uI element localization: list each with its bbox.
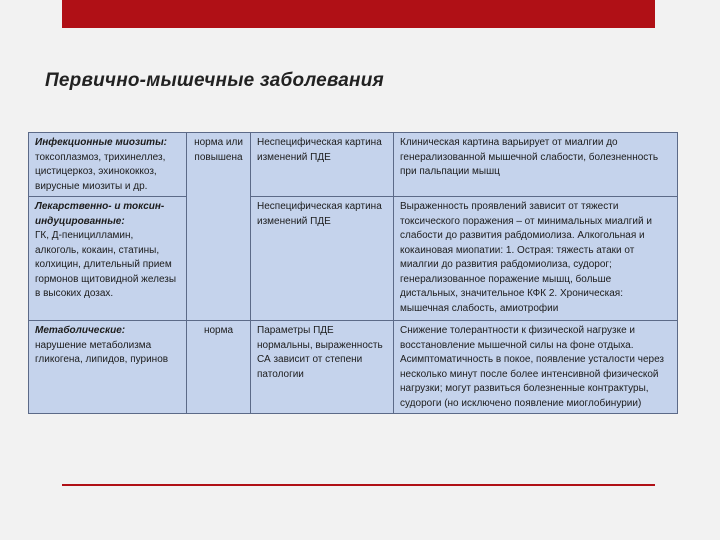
clinic-cell: Снижение толерантности к физической нагрузке и восстановление мышечной силы на фоне отдыха. Асимптоматичность в покое, появление усталости через несколько минут после более интенсивной физической нагрузки; могут развиться болезненные контрактуры, судороги (но исключено появление миоглобинурии) <box>394 321 678 414</box>
emg-cell: Параметры ПДЕ нормальны, выраженность СА зависит от степени патологии <box>251 321 394 414</box>
disease-table <box>28 132 677 410</box>
emg-cell: Неспецифическая картина изменений ПДЕ <box>251 133 394 197</box>
top-accent-bar <box>62 0 655 28</box>
clinic-cell: Выраженность проявлений зависит от тяжести токсического поражения – от минимальных миалгий и слабости до развития рабдомиолиза. Алкогольная и кокаиновая миопатии: 1. Острая: тяжесть атаки от миалгии до развития рабдомиолиза, судорог; генерализованное поражение мышц, больше дистальных, значительное КФК 2. Хроническая: мышечная слабость, амиотрофии <box>394 197 678 321</box>
ck-cell: норма или повышена <box>187 133 251 321</box>
cause-title: Метаболические: <box>35 325 126 336</box>
ck-cell: норма <box>187 321 251 414</box>
table-row <box>29 133 678 197</box>
table-row <box>29 197 678 321</box>
table-row <box>29 321 678 414</box>
cause-cell <box>29 197 187 321</box>
cause-title: Лекарственно- и токсин-индуцированные: <box>35 201 165 227</box>
clinic-cell: Клиническая картина варьирует от миалгии до генерализованной мышечной слабости, болезненность при пальпации мышц <box>394 133 678 197</box>
bottom-accent-line <box>62 484 655 486</box>
cause-cell <box>29 321 187 414</box>
cause-title: Инфекционные миозиты: <box>35 137 167 148</box>
cause-text: нарушение метаболизма гликогена, липидов, пуринов <box>35 339 169 365</box>
slide-title: Первично-мышечные заболевания <box>45 70 384 91</box>
cause-cell <box>29 133 187 197</box>
cause-text: ГК, Д-пеницилламин, алкоголь, кокаин, статины, колхицин, длительный прием гормонов щитовидной железы в высоких дозах. <box>35 230 177 299</box>
cause-text: токсоплазмоз, трихинеллез, цистицеркоз, эхинококкоз, вирусные миозиты и др. <box>35 151 166 192</box>
emg-cell: Неспецифическая картина изменений ПДЕ <box>251 197 394 321</box>
